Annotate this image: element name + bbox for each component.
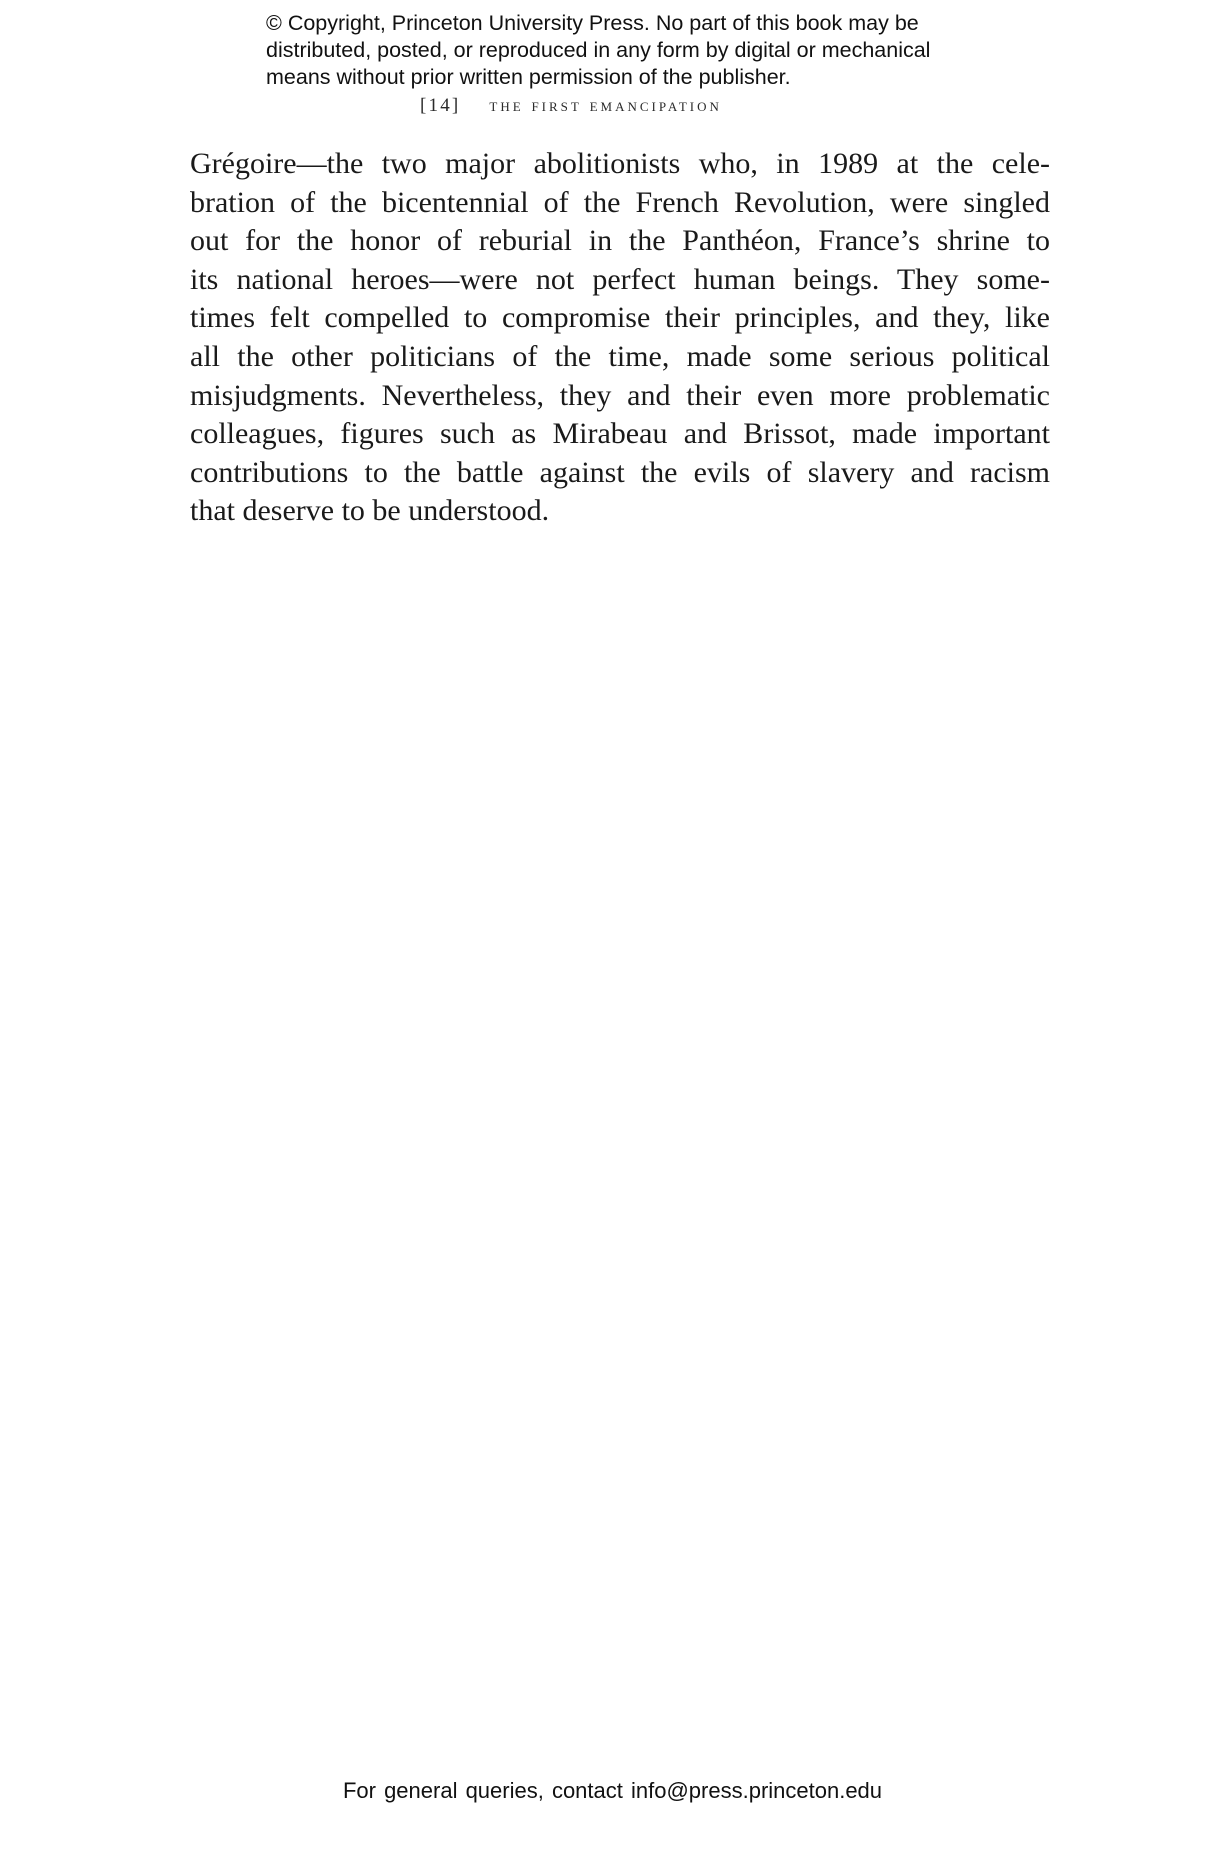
text-line: its national heroes—were not perfect human beings. They some-	[190, 262, 1050, 296]
text-line: misjudgments. Nevertheless, they and their even more problematic	[190, 378, 1050, 412]
text-line: Grégoire—the two major abolitionists who, in 1989 at the cele-	[190, 147, 1050, 180]
copyright-line: distributed, posted, or reproduced in any form by digital or mechanical	[266, 38, 931, 62]
footer-contact: For general queries, contact info@press.princeton.edu	[342, 1778, 883, 1803]
text-line: all the other politicians of the time, made some serious political	[190, 339, 1050, 373]
body-paragraph	[190, 145, 1050, 531]
page-number: [14]	[420, 95, 461, 116]
text-line: colleagues, figures such as Mirabeau and Brissot, made important	[190, 417, 1050, 451]
copyright-line: © Copyright, Princeton University Press. No part of this book may be	[266, 11, 919, 35]
running-head	[420, 95, 722, 117]
text-line: that deserve to be understood.	[190, 494, 550, 528]
copyright-notice	[266, 10, 1006, 91]
copyright-line: means without prior written permission of the publisher.	[266, 65, 791, 89]
text-line: contributions to the battle against the evils of slavery and racism	[190, 455, 1050, 489]
text-line: out for the honor of reburial in the Panthéon, France’s shrine to	[190, 224, 1050, 258]
text-line: bration of the bicentennial of the French Revolution, were singled	[190, 185, 1050, 219]
chapter-title: the first emancipation	[489, 95, 722, 116]
text-line: times felt compelled to compromise their principles, and they, like	[190, 301, 1050, 335]
